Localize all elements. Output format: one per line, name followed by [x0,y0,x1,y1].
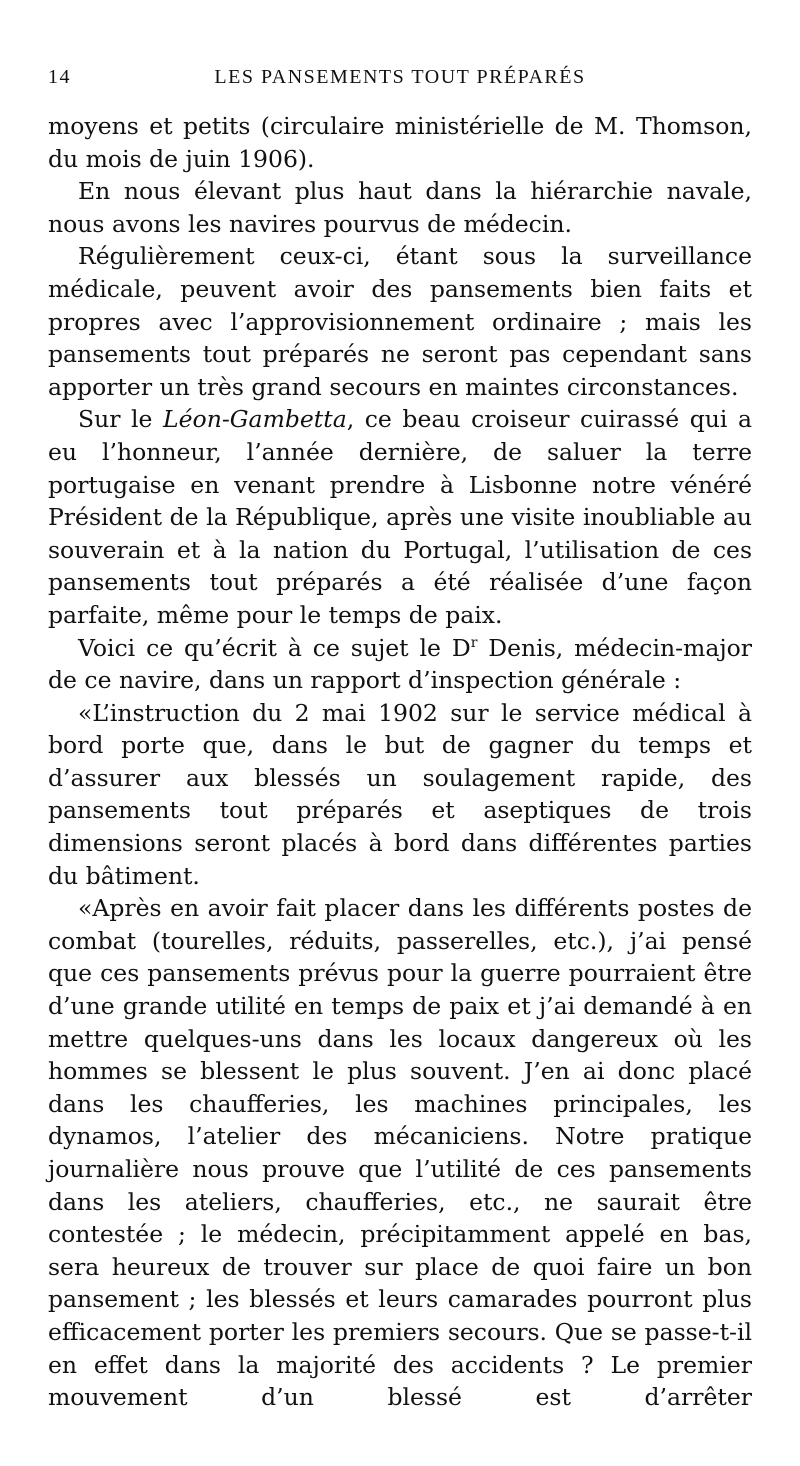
running-title: LES PANSEMENTS TOUT PRÉPARÉS [214,66,586,88]
paragraph-3: Régulièrement ceux-ci, étant sous la surveillance médicale, peuvent avoir des pansements bien faits et propres avec l’approvisionnement ordinaire ; mais les pansements tout préparés ne seront pas cependant sans apporter un très grand secours en maintes circonstances. [48,242,752,401]
paragraph-4-rest: , ce beau croiseur cuirassé qui a eu l’honneur, l’année dernière, de saluer la terre portugaise en venant prendre à Lisbonne notre vénéré Président de la République, après une visite inoubliable au souverain et à la nation du Portugal, l’utilisation de ces pansements tout préparés a été réalisée d’une façon parfaite, même pour le temps de paix. [48,405,752,629]
paragraph-6: «L’instruction du 2 mai 1902 sur le service médical à bord porte que, dans le but de gagner du temps et d’assurer aux blessés un soulagement rapide, des pansements tout préparés et aseptiques de trois dimensions seront placés à bord dans différentes parties du bâtiment. [48,698,752,890]
running-head [48,60,752,96]
page-number: 14 [48,66,71,88]
paragraph-1: moyens et petits (circulaire ministérielle de M. Thomson, du mois de juin 1906). [48,112,752,173]
paragraph-5-rest: Denis, médecin-major de ce navire, dans un rapport d’inspection générale : [48,633,752,695]
ship-name: Léon-Gambetta [163,405,347,434]
paragraph-4 [48,403,752,631]
paragraph-2: En nous élevant plus haut dans la hiérarchie navale, nous avons les navires pourvus de médecin. [48,177,752,238]
paragraph-5-start: Voici ce qu’écrit à ce sujet le D [78,633,471,662]
body-text [48,110,752,1414]
book-page [48,60,752,1414]
paragraph-5 [48,632,752,697]
doctor-abbrev-superscript: r [470,634,478,651]
paragraph-4-start: Sur le [78,405,164,434]
paragraph-7: «Après en avoir fait placer dans les différents postes de combat (tourelles, réduits, passerelles, etc.), j’ai pensé que ces pansements prévus pour la guerre pourraient être d’une grande utilité en temps de paix et j’ai demandé à en mettre quelques-uns dans les locaux dangereux où les hommes se blessent le plus souvent. J’en ai donc placé dans les chaufferies, les machines principales, les dynamos, l’atelier des mécaniciens. Notre pratique journalière nous prouve que l’utilité de ces pansements dans les ateliers, chaufferies, etc., ne saurait être contestée ; le médecin, précipitamment appelé en bas, sera heureux de trouver sur place de quoi faire un bon pansement ; les blessés et leurs camarades pourront plus efficacement porter les premiers secours. Que se passe-t-il en effet dans la majorité des accidents ? Le premier mouvement d’un blessé est d’arrêter [48,894,752,1412]
